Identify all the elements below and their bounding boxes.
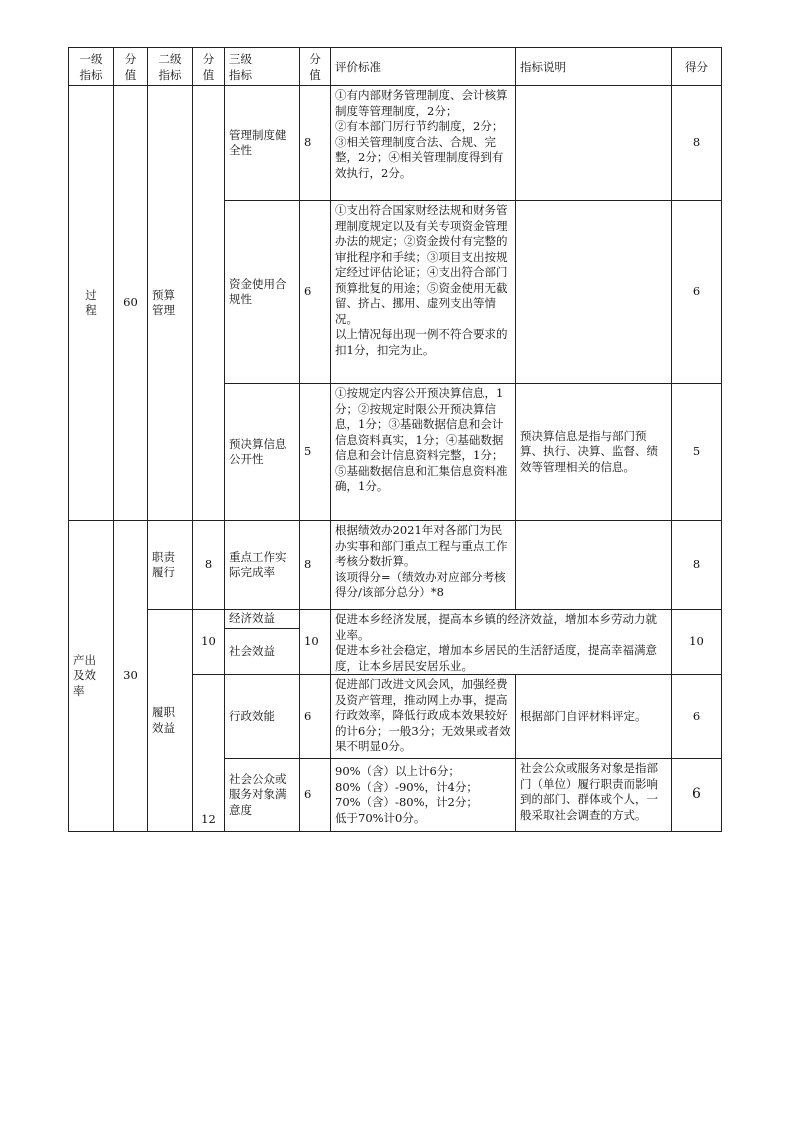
group-budget-score — [193, 86, 225, 521]
row-key-work-criteria: 根据绩效办2021年对各部门为民办实事和部门重点工程与重点工作考核分数折算。 该项得分=（绩效办对应部分考核得分/该部分总分）*8 — [331, 521, 516, 610]
row-budget-disclosure-score: 5 — [300, 384, 331, 521]
row-budget-disclosure-name: 预决算信息公开性 — [225, 384, 300, 521]
group-duty-fulfill-score: 8 — [193, 521, 225, 610]
row-fund-compliance-criteria: ①支出符合国家财经法规和财务管理制度规定以及有关专项资金管理办法的规定；②资金拨付有完整的审批程序和手续；③项目支出按规定经过评估论证；④支出符合部门预算批复的用途；⑤资金使用无截留、挤占、挪用、虚列支出等情况。 以上情况每出现一例不符合要求的扣1分，扣完为止。 — [331, 201, 516, 384]
table-row — [69, 610, 722, 629]
group-duty-fulfill-label: 职责 履行 — [148, 521, 193, 610]
row-mgmt-system-result: 8 — [672, 86, 722, 201]
row-social-name: 社会效益 — [225, 629, 300, 675]
row-admin-efficiency-name: 行政效能 — [225, 675, 300, 759]
row-admin-efficiency-criteria: 促进部门改进文风会风，加强经费及资产管理，推动网上办事，提高行政效率，降低行政成本效果较好的计6分；一般3分；无效果或者效果不明显0分。 — [331, 675, 516, 759]
row-mgmt-system-description — [516, 86, 672, 201]
header-score2: 分 值 — [193, 48, 225, 86]
group-budget-label: 预算 管理 — [148, 86, 193, 521]
row-key-work-description — [516, 521, 672, 610]
header-description: 指标说明 — [516, 48, 672, 86]
header-row — [69, 48, 722, 86]
table-row — [69, 86, 722, 201]
section-process-label: 过 程 — [69, 86, 114, 521]
group-duty-effect-score-b: 12 — [193, 675, 225, 832]
row-economic-name: 经济效益 — [225, 610, 300, 629]
row-mgmt-system-score: 8 — [300, 86, 331, 201]
row-econ-social-score: 10 — [300, 610, 331, 675]
row-fund-compliance-name: 资金使用合规性 — [225, 201, 300, 384]
header-level1: 一级 指标 — [69, 48, 114, 86]
row-budget-disclosure-description: 预决算信息是指与部门预算、执行、决算、监督、绩效等管理相关的信息。 — [516, 384, 672, 521]
evaluation-table — [68, 47, 722, 832]
row-budget-disclosure-criteria: ①按规定内容公开预决算信息，1分；②按规定时限公开预决算信息，1分；③基础数据信息和会计信息资料真实，1分；④基础数据信息和会计信息资料完整，1分；⑤基础数据信息和汇集信息资料准确，1分。 — [331, 384, 516, 521]
section-process-score: 60 — [114, 86, 148, 521]
row-admin-efficiency-description: 根据部门自评材料评定。 — [516, 675, 672, 759]
section-output-score: 30 — [114, 521, 148, 832]
row-satisfaction-result: 6 — [672, 759, 722, 832]
group-duty-effect-label: 履职 效益 — [148, 610, 193, 832]
row-satisfaction-description: 社会公众或服务对象是指部门（单位）履行职责而影响到的部门、群体或个人，一般采取社会调查的方式。 — [516, 759, 672, 832]
header-level3: 三级 指标 — [225, 48, 300, 86]
row-admin-efficiency-score: 6 — [300, 675, 331, 759]
row-econ-social-criteria: 促进本乡经济发展，提高本乡镇的经济效益，增加本乡劳动力就业率。 促进本乡社会稳定，增加本乡居民的生活舒适度，提高幸福满意度，让本乡居民安居乐业。 — [331, 610, 672, 675]
section-output-label: 产出 及效 率 — [69, 521, 114, 832]
row-satisfaction-score: 6 — [300, 759, 331, 832]
header-level2: 二级 指标 — [148, 48, 193, 86]
row-fund-compliance-result: 6 — [672, 201, 722, 384]
row-mgmt-system-criteria: ①有内部财务管理制度、会计核算制度等管理制度，2分； ②有本部门厉行节约制度，2分； ③相关管理制度合法、合规、完整，2分；④相关管理制度得到有效执行，2分。 — [331, 86, 516, 201]
row-satisfaction-criteria: 90%（含）以上计6分； 80%（含）-90%，计4分； 70%（含）-80%，计2分； 低于70%计0分。 — [331, 759, 516, 832]
row-mgmt-system-name: 管理制度健全性 — [225, 86, 300, 201]
group-duty-effect-score-a: 10 — [193, 610, 225, 675]
row-econ-social-result: 10 — [672, 610, 722, 675]
table-row — [69, 521, 722, 610]
row-fund-compliance-score: 6 — [300, 201, 331, 384]
header-criteria: 评价标准 — [331, 48, 516, 86]
header-result: 得分 — [672, 48, 722, 86]
row-satisfaction-name: 社会公众或服务对象满意度 — [225, 759, 300, 832]
row-key-work-score: 8 — [300, 521, 331, 610]
row-admin-efficiency-result: 6 — [672, 675, 722, 759]
row-budget-disclosure-result: 5 — [672, 384, 722, 521]
row-fund-compliance-description — [516, 201, 672, 384]
header-score1: 分 值 — [114, 48, 148, 86]
row-key-work-name: 重点工作实际完成率 — [225, 521, 300, 610]
row-key-work-result: 8 — [672, 521, 722, 610]
header-score3: 分 值 — [300, 48, 331, 86]
